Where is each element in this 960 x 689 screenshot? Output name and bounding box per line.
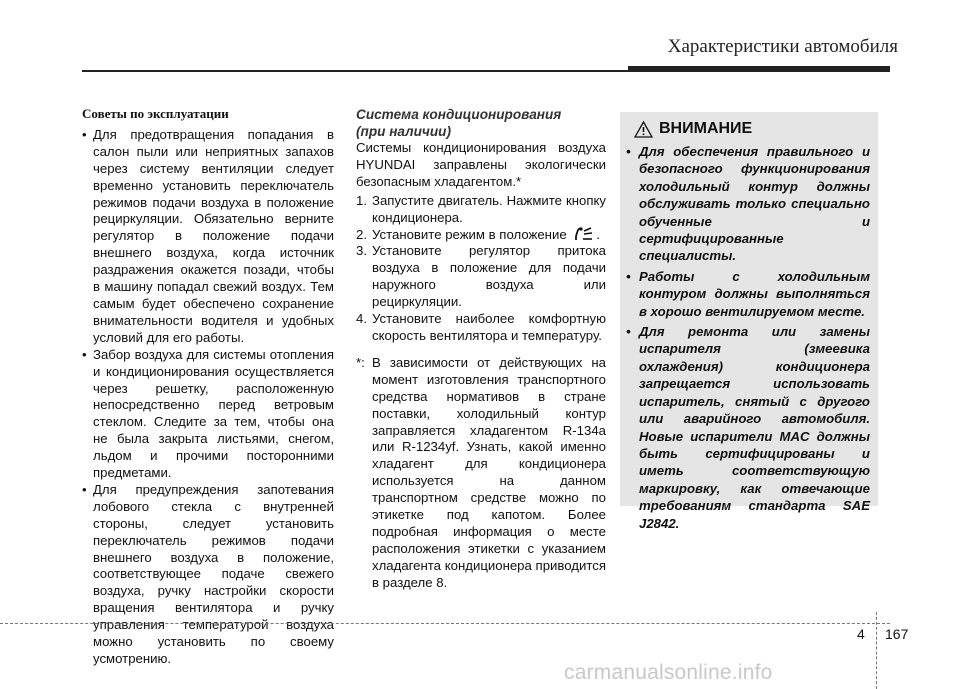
tips-heading: Советы по эксплуатации [82, 106, 229, 121]
note-marker: *: [356, 354, 365, 370]
watermark: carmanualsonline.info [564, 661, 773, 684]
ac-intro: Системы кондиционирования воздуха HYUNDAI заправлены экологически безопасным хладагентом.* [356, 140, 606, 189]
step-number: 2. [356, 226, 367, 242]
tips-column [82, 106, 334, 668]
step-text: Запустите двигатель. Нажмите кнопку кондиционера. [372, 192, 606, 225]
header-rule-accent [628, 66, 890, 72]
step-number: 4. [356, 311, 367, 327]
warning-item: • Для ремонта или замены испарителя (змеевика охлаждения) кондиционера запрещается использовать испаритель, снятый с другого или аварийного автомобиля. Новые испарители MAC должны быть сертифицированы и иметь соответствующую маркировку, как отвечающие требованиям стандарта SAE J2842. [626, 323, 870, 532]
warning-item: • Работы с холодильным контуром должны выполняться в хорошо вентилируемом месте. [626, 268, 870, 320]
warning-title: ВНИМАНИЕ [659, 120, 753, 137]
step-number: 1. [356, 192, 367, 208]
step-number: 3. [356, 243, 367, 259]
ac-step [356, 193, 606, 227]
ac-step [356, 227, 606, 244]
note-text: В зависимости от действующих на момент изготовления транспортного средства нормативов в стране поставки, холодильный контур заправляется хладагентом R-134a или R-1234yf. Узнать, какой именно хладагент для кондиционера используется на данном транспортном средстве можно по этикетке под капотом. Более подробная информация о месте расположения этикетки с указанием хладагента кондиционера приводится в разделе 8. [372, 354, 606, 590]
ac-section-title: Система кондиционирования [356, 107, 562, 122]
warning-list [626, 143, 870, 532]
tips-item: • Для предотвращения попадания в салон пыли или неприятных запахов через систему вентиляции следует временно установить переключатель режимов подачи воздуха в положение рециркуляции. Обязательно верните регулятор в положение подачи внешнего воздуха, когда источник раздражения окажется позади, чтобы в машину попадал свежий воздух. Тем самым будет обеспечено сохранение внимательности водителя и удобных условий для его работы. [82, 127, 334, 347]
refrigerant-note [356, 355, 606, 592]
step-text: Установите регулятор притока воздуха в положение для подачи наружного воздуха или рециркуляции. [372, 243, 606, 310]
tips-item: • Для предупреждения запотевания лобового стекла с внутренней стороны, следует установить переключатель режимов подачи внешнего воздуха в положение, соответствующее подаче свежего воздуха, ручку настройки скорости вращения вентилятора и ручку управления температурой воздуха можно установить по своему усмотрению. [82, 482, 334, 668]
step-text-end: . [596, 226, 600, 242]
footer-divider [876, 612, 877, 689]
step-text: Установите наиболее комфортную скорость вентилятора и температуру. [372, 311, 606, 343]
warning-header [634, 120, 752, 138]
tips-list [82, 127, 334, 668]
step-text: Установите режим в положение [372, 226, 567, 242]
warning-list-container [626, 143, 870, 535]
footer-rule [0, 623, 890, 624]
floor-face-mode-icon [572, 227, 594, 241]
ac-section-subtitle: (при наличии) [356, 124, 451, 139]
ac-step [356, 311, 606, 345]
ac-column [356, 106, 606, 592]
ac-steps [356, 193, 606, 345]
warning-item: • Для обеспечения правильного и безопасного функционирования холодильный контур должны обслуживать только специально обученные и сертифицированные специалисты. [626, 143, 870, 265]
ac-step [356, 243, 606, 311]
warning-triangle-icon [634, 121, 653, 138]
chapter-number: 4 [857, 626, 865, 642]
tips-item: • Забор воздуха для системы отопления и кондиционирования осуществляется через решетку, расположенную непосредственно перед ветровым стеклом. Следите за тем, чтобы она не была закрыта листьями, снегом, льдом и прочими посторонними предметами. [82, 347, 334, 482]
page-header-title: Характеристики автомобиля [667, 36, 898, 57]
page-number: 167 [885, 626, 909, 642]
